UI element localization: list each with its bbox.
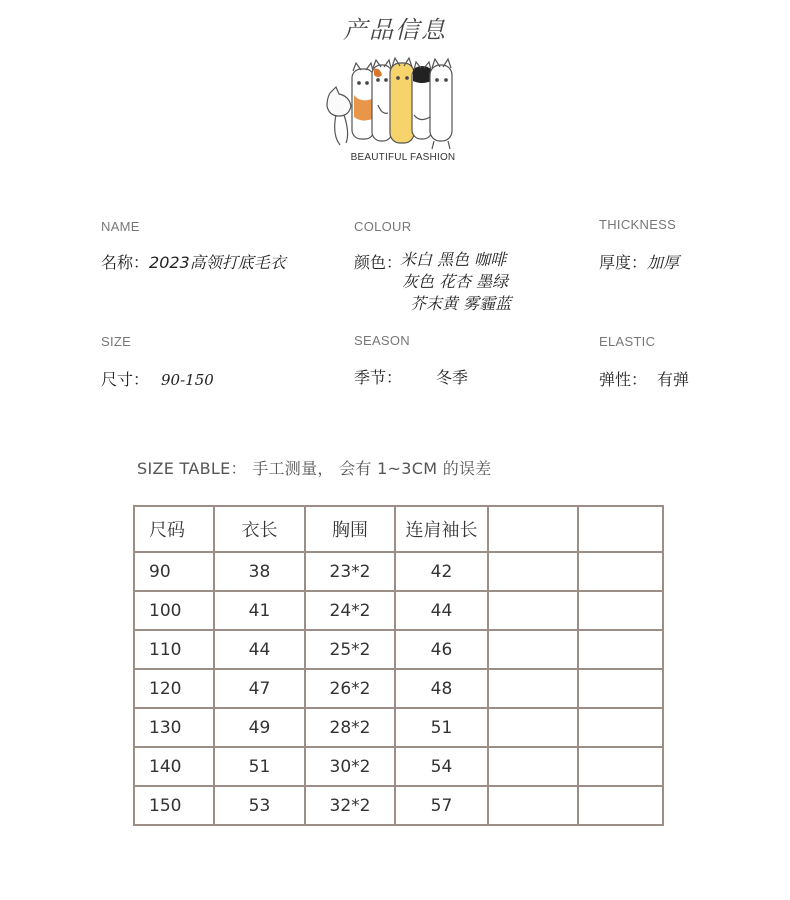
table-cell: 54 — [395, 747, 488, 786]
header-cell — [578, 506, 663, 552]
table-row — [134, 669, 663, 708]
header-cell: 尺码 — [134, 506, 214, 552]
table-cell: 26*2 — [305, 669, 395, 708]
table-cell — [488, 630, 578, 669]
table-cell — [578, 786, 663, 825]
table-cell: 90 — [134, 552, 214, 591]
colour-line: 灰色 花杏 墨绿 — [402, 272, 509, 291]
table-row — [134, 786, 663, 825]
thickness-value — [599, 250, 679, 273]
table-row — [134, 552, 663, 591]
table-row — [134, 591, 663, 630]
colour-key: 颜色： — [354, 253, 403, 272]
colour-label: COLOUR — [354, 219, 412, 234]
table-cell — [488, 708, 578, 747]
table-cell: 51 — [214, 747, 305, 786]
table-cell: 120 — [134, 669, 214, 708]
table-cell: 47 — [214, 669, 305, 708]
size-table-title: SIZE TABLE： 手工测量， 会有 1~3CM 的误差 — [137, 459, 492, 478]
table-row — [134, 630, 663, 669]
table-cell: 25*2 — [305, 630, 395, 669]
season-text: 冬季 — [436, 368, 469, 387]
table-cell — [578, 747, 663, 786]
brand-text: BEAUTIFUL FASHION — [350, 152, 456, 163]
thickness-text: 加厚 — [647, 253, 680, 272]
size-value — [101, 367, 214, 390]
table-cell: 150 — [134, 786, 214, 825]
table-cell — [578, 552, 663, 591]
table-row — [134, 747, 663, 786]
season-key: 季节： — [354, 368, 403, 387]
table-cell: 41 — [214, 591, 305, 630]
name-label: NAME — [101, 219, 140, 234]
table-cell: 51 — [395, 708, 488, 747]
name-text: 2023高领打底毛衣 — [149, 253, 286, 272]
header-cell — [488, 506, 578, 552]
colour-list — [400, 249, 511, 315]
table-cell: 44 — [214, 630, 305, 669]
table-cell: 57 — [395, 786, 488, 825]
table-header-row — [134, 506, 663, 552]
table-cell: 100 — [134, 591, 214, 630]
table-cell — [578, 669, 663, 708]
header-cell: 胸围 — [305, 506, 395, 552]
colour-line: 芥末黄 雾霾蓝 — [410, 294, 512, 313]
elastic-key: 弹性： — [599, 370, 648, 389]
table-cell: 28*2 — [305, 708, 395, 747]
elastic-text: 有弹 — [657, 370, 690, 389]
table-row — [134, 708, 663, 747]
table-cell — [488, 669, 578, 708]
table-cell — [488, 786, 578, 825]
season-label: SEASON — [354, 333, 410, 348]
table-cell: 23*2 — [305, 552, 395, 591]
header-cell: 连肩袖长 — [395, 506, 488, 552]
size-label: SIZE — [101, 334, 132, 349]
name-value — [101, 250, 286, 273]
table-cell: 46 — [395, 630, 488, 669]
thickness-key: 厚度： — [599, 253, 648, 272]
table-cell: 38 — [214, 552, 305, 591]
season-value — [354, 365, 468, 388]
elastic-label: ELASTIC — [599, 334, 656, 349]
thickness-label: THICKNESS — [599, 217, 677, 232]
table-cell — [488, 591, 578, 630]
table-cell: 32*2 — [305, 786, 395, 825]
table-cell: 130 — [134, 708, 214, 747]
header-cell: 衣长 — [214, 506, 305, 552]
elastic-value — [599, 367, 689, 390]
table-cell: 42 — [395, 552, 488, 591]
table-cell — [578, 708, 663, 747]
size-key: 尺寸： — [101, 370, 150, 389]
table-cell: 44 — [395, 591, 488, 630]
page-title: 产品信息 — [343, 16, 447, 44]
table-cell: 110 — [134, 630, 214, 669]
table-cell: 30*2 — [305, 747, 395, 786]
table-cell — [578, 630, 663, 669]
colour-line: 米白 黑色 咖啡 — [400, 250, 507, 269]
table-cell: 24*2 — [305, 591, 395, 630]
table-cell — [578, 591, 663, 630]
name-key: 名称： — [101, 253, 150, 272]
table-cell: 48 — [395, 669, 488, 708]
table-cell — [488, 747, 578, 786]
size-table — [133, 505, 664, 826]
size-text: 90-150 — [161, 371, 214, 389]
table-cell: 140 — [134, 747, 214, 786]
table-cell — [488, 552, 578, 591]
table-cell: 49 — [214, 708, 305, 747]
table-cell: 53 — [214, 786, 305, 825]
